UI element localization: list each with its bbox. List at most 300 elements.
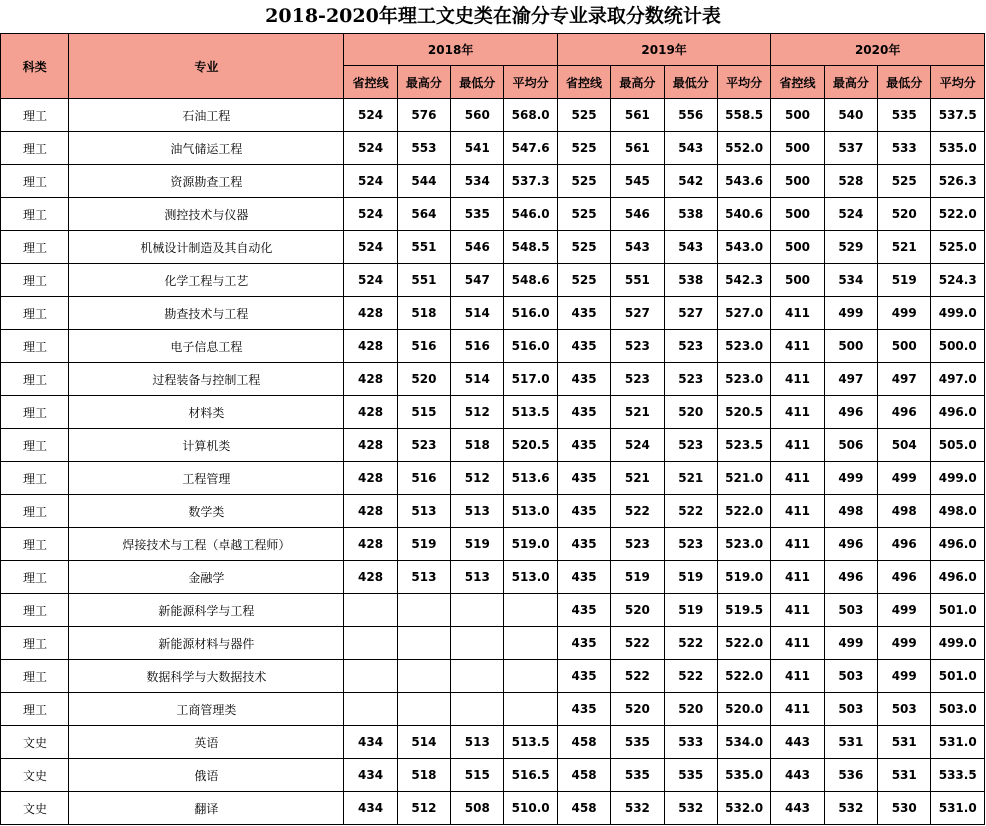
score-cell: 411 (771, 396, 824, 429)
header-category: 科类 (1, 34, 69, 99)
category-cell: 理工 (1, 264, 69, 297)
major-cell: 测控技术与仪器 (69, 198, 344, 231)
score-cell: 535 (451, 198, 504, 231)
category-cell: 理工 (1, 297, 69, 330)
major-cell: 化学工程与工艺 (69, 264, 344, 297)
score-cell: 540.6 (717, 198, 770, 231)
score-cell: 543 (664, 132, 717, 165)
score-cell: 524 (344, 99, 397, 132)
score-cell: 525.0 (931, 231, 985, 264)
table-row (1, 165, 985, 198)
score-cell: 498.0 (931, 495, 985, 528)
category-cell: 理工 (1, 594, 69, 627)
score-cell: 524 (611, 429, 664, 462)
score-cell: 546 (611, 198, 664, 231)
score-cell: 523 (611, 528, 664, 561)
score-cell (397, 660, 450, 693)
score-cell: 531 (878, 726, 931, 759)
score-cell: 411 (771, 561, 824, 594)
score-cell: 542.3 (717, 264, 770, 297)
score-cell: 524 (344, 231, 397, 264)
score-cell: 515 (451, 759, 504, 792)
score-cell: 522 (611, 627, 664, 660)
category-cell: 理工 (1, 198, 69, 231)
score-cell: 535 (664, 759, 717, 792)
score-cell: 499 (878, 594, 931, 627)
score-cell: 500 (824, 330, 877, 363)
score-cell: 496.0 (931, 396, 985, 429)
score-cell: 525 (557, 231, 610, 264)
table-row (1, 198, 985, 231)
score-cell: 519.0 (504, 528, 557, 561)
score-cell: 556 (664, 99, 717, 132)
score-cell: 524 (344, 264, 397, 297)
score-cell: 532 (611, 792, 664, 825)
score-table (0, 33, 985, 825)
score-cell: 512 (451, 462, 504, 495)
score-cell: 551 (397, 231, 450, 264)
score-cell: 513.0 (504, 495, 557, 528)
score-cell: 530 (878, 792, 931, 825)
score-cell: 435 (557, 627, 610, 660)
score-cell: 503 (824, 660, 877, 693)
score-cell: 532.0 (717, 792, 770, 825)
score-cell: 496 (878, 396, 931, 429)
major-cell: 翻译 (69, 792, 344, 825)
score-cell: 519.5 (717, 594, 770, 627)
table-row (1, 396, 985, 429)
score-cell: 497 (824, 363, 877, 396)
major-cell: 焊接技术与工程（卓越工程师） (69, 528, 344, 561)
score-cell: 513 (451, 495, 504, 528)
header-major: 专业 (69, 34, 344, 99)
score-cell: 521.0 (717, 462, 770, 495)
score-cell (504, 660, 557, 693)
score-cell: 532 (824, 792, 877, 825)
score-cell: 499 (878, 297, 931, 330)
score-cell: 520 (397, 363, 450, 396)
score-cell: 501.0 (931, 594, 985, 627)
score-cell: 506 (824, 429, 877, 462)
score-cell: 513 (397, 561, 450, 594)
category-cell: 理工 (1, 627, 69, 660)
score-cell: 435 (557, 297, 610, 330)
score-cell (344, 660, 397, 693)
category-cell: 理工 (1, 561, 69, 594)
score-cell: 524.3 (931, 264, 985, 297)
score-cell: 515 (397, 396, 450, 429)
category-cell: 理工 (1, 231, 69, 264)
score-cell: 544 (397, 165, 450, 198)
header-row-years (1, 34, 985, 66)
score-cell: 520.5 (504, 429, 557, 462)
score-cell: 499 (878, 660, 931, 693)
score-cell: 514 (451, 363, 504, 396)
score-cell: 525 (557, 264, 610, 297)
score-cell: 434 (344, 792, 397, 825)
score-cell: 522.0 (717, 660, 770, 693)
category-cell: 理工 (1, 528, 69, 561)
score-cell: 538 (664, 264, 717, 297)
score-cell: 523.0 (717, 363, 770, 396)
score-cell: 531 (878, 759, 931, 792)
major-cell: 石油工程 (69, 99, 344, 132)
score-cell: 435 (557, 330, 610, 363)
table-title: 2018-2020年理工文史类在渝分专业录取分数统计表 (265, 5, 721, 27)
major-cell: 俄语 (69, 759, 344, 792)
score-cell: 533.5 (931, 759, 985, 792)
score-cell: 535 (611, 759, 664, 792)
score-cell: 520 (878, 198, 931, 231)
score-cell: 501.0 (931, 660, 985, 693)
score-cell: 443 (771, 759, 824, 792)
category-cell: 文史 (1, 759, 69, 792)
table-row (1, 660, 985, 693)
score-cell: 499 (878, 627, 931, 660)
score-cell: 435 (557, 396, 610, 429)
table-row (1, 132, 985, 165)
score-cell: 500 (771, 231, 824, 264)
major-cell: 数据科学与大数据技术 (69, 660, 344, 693)
score-cell: 528 (824, 165, 877, 198)
score-cell: 535 (878, 99, 931, 132)
score-cell: 538 (664, 198, 717, 231)
score-cell: 531 (824, 726, 877, 759)
score-cell: 496 (878, 561, 931, 594)
score-cell: 411 (771, 363, 824, 396)
score-cell: 523.0 (717, 528, 770, 561)
score-cell: 522 (611, 660, 664, 693)
table-row (1, 297, 985, 330)
score-cell (397, 594, 450, 627)
category-cell: 理工 (1, 693, 69, 726)
score-cell: 435 (557, 528, 610, 561)
score-cell: 551 (611, 264, 664, 297)
score-cell: 411 (771, 528, 824, 561)
score-cell: 523 (664, 528, 717, 561)
major-cell: 金融学 (69, 561, 344, 594)
score-cell: 522 (664, 660, 717, 693)
score-cell: 498 (824, 495, 877, 528)
score-cell: 458 (557, 759, 610, 792)
score-cell: 521 (611, 462, 664, 495)
score-cell: 435 (557, 495, 610, 528)
score-cell: 518 (451, 429, 504, 462)
score-cell: 500.0 (931, 330, 985, 363)
score-cell: 533 (878, 132, 931, 165)
score-cell (504, 627, 557, 660)
score-cell: 547 (451, 264, 504, 297)
score-cell: 428 (344, 462, 397, 495)
score-cell: 524 (344, 165, 397, 198)
score-cell: 497.0 (931, 363, 985, 396)
score-cell: 411 (771, 330, 824, 363)
score-cell: 524 (344, 132, 397, 165)
score-cell: 519 (451, 528, 504, 561)
table-row (1, 330, 985, 363)
score-cell: 513.6 (504, 462, 557, 495)
score-cell: 518 (397, 297, 450, 330)
score-cell: 522 (664, 627, 717, 660)
score-cell (504, 693, 557, 726)
score-cell: 531.0 (931, 792, 985, 825)
major-cell: 过程装备与控制工程 (69, 363, 344, 396)
header-year-2019: 2019年 (557, 34, 770, 66)
score-cell: 535 (611, 726, 664, 759)
score-cell: 499.0 (931, 462, 985, 495)
score-cell: 513 (451, 726, 504, 759)
score-cell: 525 (557, 99, 610, 132)
score-cell: 443 (771, 792, 824, 825)
score-cell: 411 (771, 693, 824, 726)
score-cell: 496 (878, 528, 931, 561)
score-cell: 411 (771, 495, 824, 528)
score-cell: 535.0 (931, 132, 985, 165)
major-cell: 工程管理 (69, 462, 344, 495)
score-cell: 499 (824, 462, 877, 495)
score-cell: 543.0 (717, 231, 770, 264)
score-cell: 519 (397, 528, 450, 561)
score-cell: 428 (344, 495, 397, 528)
score-cell: 533 (664, 726, 717, 759)
score-cell: 499 (824, 627, 877, 660)
score-cell: 503 (824, 594, 877, 627)
header-metric: 省控线 (771, 66, 824, 99)
score-cell: 532 (664, 792, 717, 825)
category-cell: 理工 (1, 99, 69, 132)
score-cell: 434 (344, 759, 397, 792)
major-cell: 新能源材料与器件 (69, 627, 344, 660)
score-cell (451, 660, 504, 693)
score-cell: 496 (824, 561, 877, 594)
category-cell: 理工 (1, 429, 69, 462)
score-cell: 534.0 (717, 726, 770, 759)
table-row (1, 792, 985, 825)
score-cell: 496 (824, 528, 877, 561)
score-cell: 435 (557, 660, 610, 693)
header-metric: 平均分 (504, 66, 557, 99)
score-cell: 519.0 (717, 561, 770, 594)
score-cell: 548.5 (504, 231, 557, 264)
category-cell: 理工 (1, 462, 69, 495)
score-cell: 523 (611, 330, 664, 363)
header-metric: 平均分 (931, 66, 985, 99)
score-cell: 496.0 (931, 561, 985, 594)
score-cell: 512 (397, 792, 450, 825)
score-cell: 514 (451, 297, 504, 330)
category-cell: 理工 (1, 495, 69, 528)
score-cell: 543 (611, 231, 664, 264)
score-cell: 525 (557, 198, 610, 231)
score-cell: 531.0 (931, 726, 985, 759)
score-cell: 519 (611, 561, 664, 594)
category-cell: 文史 (1, 792, 69, 825)
score-cell: 529 (824, 231, 877, 264)
score-cell: 428 (344, 561, 397, 594)
score-cell: 521 (664, 462, 717, 495)
score-cell: 428 (344, 396, 397, 429)
table-row (1, 594, 985, 627)
category-cell: 理工 (1, 363, 69, 396)
major-cell: 油气储运工程 (69, 132, 344, 165)
score-cell: 503 (878, 693, 931, 726)
score-cell: 523.0 (717, 330, 770, 363)
score-cell: 411 (771, 429, 824, 462)
score-cell: 576 (397, 99, 450, 132)
category-cell: 理工 (1, 660, 69, 693)
score-cell: 548.6 (504, 264, 557, 297)
score-cell: 525 (557, 165, 610, 198)
score-cell: 522 (664, 495, 717, 528)
score-cell (451, 594, 504, 627)
score-cell: 411 (771, 594, 824, 627)
score-cell: 500 (878, 330, 931, 363)
score-cell (451, 693, 504, 726)
score-cell (344, 693, 397, 726)
table-body (1, 99, 985, 825)
score-cell: 458 (557, 726, 610, 759)
score-cell: 522.0 (931, 198, 985, 231)
major-cell: 工商管理类 (69, 693, 344, 726)
score-cell: 537 (824, 132, 877, 165)
score-cell: 527.0 (717, 297, 770, 330)
score-cell: 537.3 (504, 165, 557, 198)
major-cell: 资源勘查工程 (69, 165, 344, 198)
score-cell: 512 (451, 396, 504, 429)
category-cell: 理工 (1, 330, 69, 363)
major-cell: 勘查技术与工程 (69, 297, 344, 330)
score-cell: 561 (611, 99, 664, 132)
score-cell: 520 (664, 396, 717, 429)
score-cell: 523 (664, 330, 717, 363)
score-cell: 411 (771, 462, 824, 495)
score-cell: 522 (611, 495, 664, 528)
score-cell: 435 (557, 594, 610, 627)
table-row (1, 726, 985, 759)
score-cell: 536 (824, 759, 877, 792)
score-cell: 546 (451, 231, 504, 264)
score-cell: 434 (344, 726, 397, 759)
score-cell: 518 (397, 759, 450, 792)
score-cell: 537.5 (931, 99, 985, 132)
header-metric: 省控线 (344, 66, 397, 99)
score-cell: 500 (771, 264, 824, 297)
score-cell: 503.0 (931, 693, 985, 726)
score-cell (344, 627, 397, 660)
score-cell (344, 594, 397, 627)
category-cell: 文史 (1, 726, 69, 759)
score-cell (397, 693, 450, 726)
score-cell: 435 (557, 561, 610, 594)
score-cell: 552.0 (717, 132, 770, 165)
score-cell: 520 (611, 693, 664, 726)
score-cell: 519 (878, 264, 931, 297)
score-cell: 545 (611, 165, 664, 198)
score-cell: 496 (824, 396, 877, 429)
score-cell: 513.5 (504, 726, 557, 759)
score-cell: 516.0 (504, 297, 557, 330)
table-row (1, 429, 985, 462)
score-cell: 505.0 (931, 429, 985, 462)
table-row (1, 561, 985, 594)
score-cell: 508 (451, 792, 504, 825)
score-cell: 443 (771, 726, 824, 759)
score-cell: 527 (664, 297, 717, 330)
table-header (1, 34, 985, 99)
score-cell: 520.5 (717, 396, 770, 429)
header-year-2018: 2018年 (344, 34, 557, 66)
score-cell: 411 (771, 627, 824, 660)
table-row (1, 264, 985, 297)
score-cell: 535.0 (717, 759, 770, 792)
score-cell: 523 (664, 363, 717, 396)
score-cell: 428 (344, 297, 397, 330)
score-cell: 510.0 (504, 792, 557, 825)
score-cell: 497 (878, 363, 931, 396)
category-cell: 理工 (1, 165, 69, 198)
score-cell: 519 (664, 594, 717, 627)
header-metric: 最高分 (397, 66, 450, 99)
score-cell: 458 (557, 792, 610, 825)
score-cell: 564 (397, 198, 450, 231)
score-cell: 516.0 (504, 330, 557, 363)
score-cell: 499.0 (931, 627, 985, 660)
score-cell: 428 (344, 363, 397, 396)
score-cell: 558.5 (717, 99, 770, 132)
category-cell: 理工 (1, 132, 69, 165)
score-cell: 503 (824, 693, 877, 726)
score-cell: 546.0 (504, 198, 557, 231)
major-cell: 材料类 (69, 396, 344, 429)
score-cell: 517.0 (504, 363, 557, 396)
major-cell: 机械设计制造及其自动化 (69, 231, 344, 264)
header-year-2020: 2020年 (771, 34, 985, 66)
score-cell: 428 (344, 429, 397, 462)
score-cell: 516 (397, 462, 450, 495)
score-cell: 561 (611, 132, 664, 165)
score-cell: 435 (557, 693, 610, 726)
score-cell: 513.5 (504, 396, 557, 429)
score-cell: 513.0 (504, 561, 557, 594)
score-cell: 520 (611, 594, 664, 627)
header-metric: 最低分 (451, 66, 504, 99)
table-row (1, 693, 985, 726)
table-row (1, 495, 985, 528)
score-cell: 527 (611, 297, 664, 330)
score-cell: 534 (451, 165, 504, 198)
major-cell: 数学类 (69, 495, 344, 528)
score-cell: 568.0 (504, 99, 557, 132)
score-cell: 547.6 (504, 132, 557, 165)
score-cell: 553 (397, 132, 450, 165)
score-cell: 500 (771, 99, 824, 132)
table-row (1, 99, 985, 132)
table-row (1, 528, 985, 561)
score-cell (397, 627, 450, 660)
header-metric: 最高分 (611, 66, 664, 99)
score-cell: 543.6 (717, 165, 770, 198)
score-cell: 498 (878, 495, 931, 528)
header-metric: 最高分 (824, 66, 877, 99)
score-cell: 523.5 (717, 429, 770, 462)
major-cell: 英语 (69, 726, 344, 759)
score-cell: 523 (664, 429, 717, 462)
score-cell: 411 (771, 297, 824, 330)
score-cell: 522.0 (717, 627, 770, 660)
score-cell (451, 627, 504, 660)
table-row (1, 627, 985, 660)
header-metric: 最低分 (664, 66, 717, 99)
